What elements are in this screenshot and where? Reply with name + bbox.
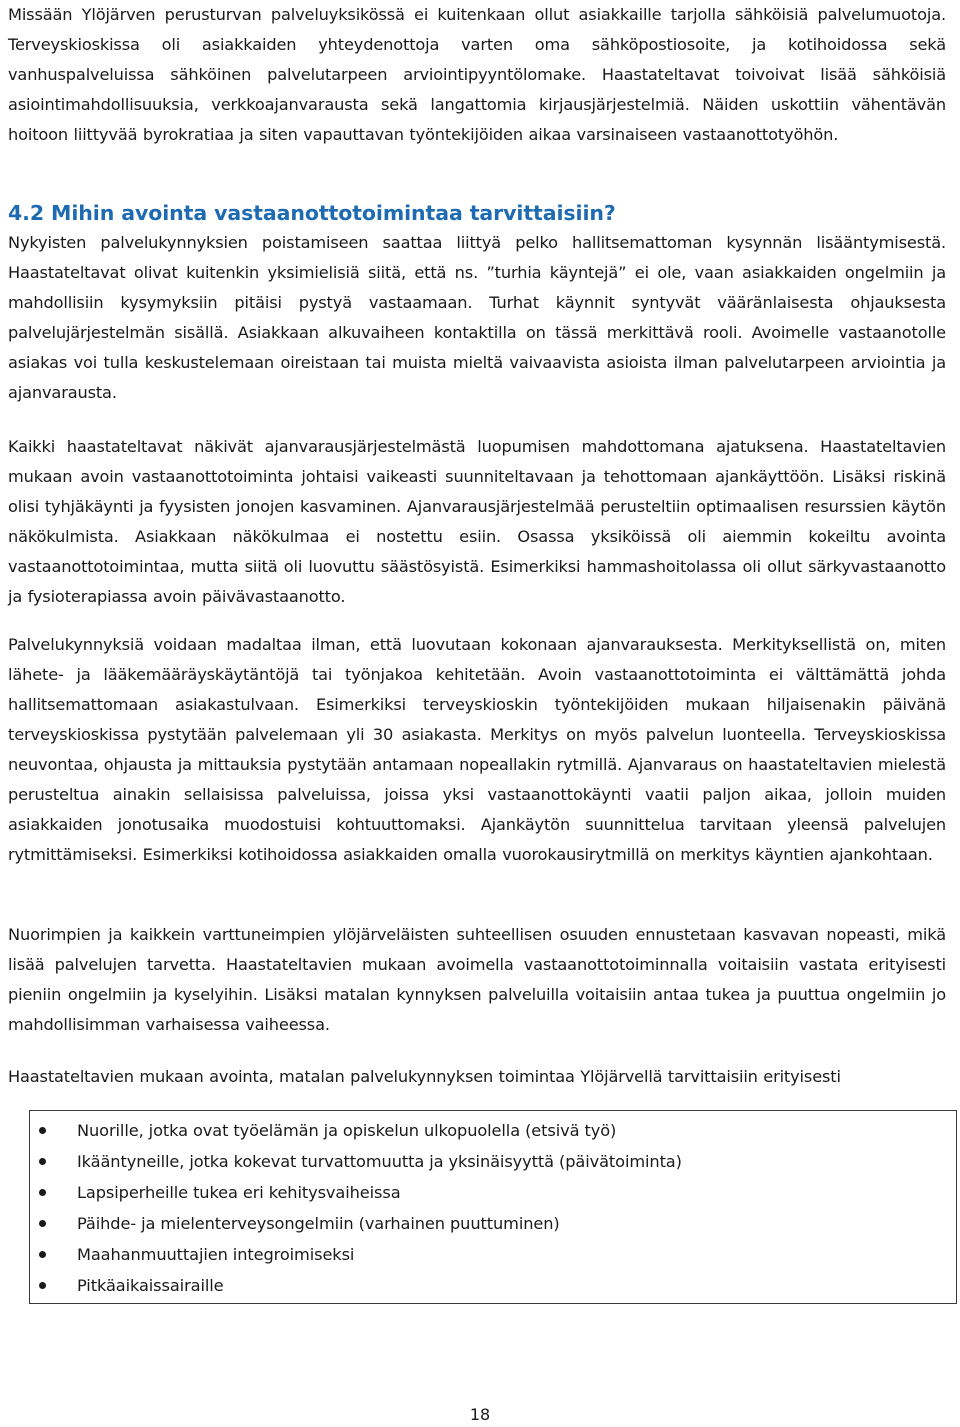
target-groups-box	[29, 1110, 957, 1304]
list-item-label: Nuorille, jotka ovat työelämän ja opiskelun ulkopuolella (etsivä työ)	[77, 1121, 617, 1140]
list-item	[30, 1208, 956, 1239]
list-item-label: Lapsiperheille tukea eri kehitysvaiheissa	[77, 1183, 401, 1202]
list-item	[30, 1270, 956, 1301]
bullet-icon	[39, 1189, 46, 1196]
section-heading: 4.2 Mihin avointa vastaanottotoimintaa tarvittaisiin?	[8, 201, 616, 225]
list-item	[30, 1239, 956, 1270]
bullet-icon	[39, 1220, 46, 1227]
bullet-icon	[39, 1127, 46, 1134]
target-groups-list	[30, 1115, 956, 1301]
list-item-label: Päihde- ja mielenterveysongelmiin (varhainen puuttuminen)	[77, 1214, 560, 1233]
list-item	[30, 1177, 956, 1208]
bullet-icon	[39, 1282, 46, 1289]
paragraph-electronic-services: Missään Ylöjärven perusturvan palveluyksikössä ei kuitenkaan ollut asiakkaille tarjolla sähköisiä palvelumuotoja. Terveyskioskissa oli asiakkaiden yhteydenottoja varten oma sähköpostiosoite, ja kotihoidossa sekä vanhuspalveluissa sähköinen palvelutarpeen arviointipyyntölomake. Haastateltavat toivoivat lisää sähköisiä asiointimahdollisuuksia, verkkoajanvarausta sekä langattomia kirjausjärjestelmiä. Näiden uskottiin vähentävän hoitoon liittyvää byrokratiaa ja siten vapauttavan työntekijöiden aikaa varsinaiseen vastaanottotyöhön.	[8, 5, 946, 144]
bullet-icon	[39, 1158, 46, 1165]
list-item-label: Ikääntyneille, jotka kokevat turvattomuutta ja yksinäisyyttä (päivätoiminta)	[77, 1152, 682, 1171]
page-number: 18	[469, 1405, 491, 1424]
paragraph-list-intro: Haastateltavien mukaan avointa, matalan palvelukynnyksen toimintaa Ylöjärvellä tarvittaisiin erityisesti	[8, 1067, 841, 1086]
list-item-label: Pitkäaikaissairaille	[77, 1276, 224, 1295]
paragraph-demand-fear: Nykyisten palvelukynnyksien poistamiseen saattaa liittyä pelko hallitsemattoman kysynnän lisääntymisestä. Haastateltavat olivat kuitenkin yksimielisiä siitä, että ns. ”turhia käyntejä” ei ole, vaan asiakkaiden ongelmiin ja mahdollisiin kysymyksiin pitäisi pystyä vastaamaan. Turhat käynnit syntyvät vääränlaisesta ohjauksesta palvelujärjestelmän sisällä. Asiakkaan alkuvaiheen kontaktilla on tässä merkittävä rooli. Avoimelle vastaanotolle asiakas voi tulla keskustelemaan oireistaan tai muista mieltä vaivaavista asioista ilman palvelutarpeen arviointia ja ajanvarausta.	[8, 233, 946, 402]
paragraph-service-thresholds: Palvelukynnyksiä voidaan madaltaa ilman, että luovutaan kokonaan ajanvarauksesta. Merkityksellistä on, miten lähete- ja lääkemääräyskäytäntöjä tai työnjakoa kehitetään. Avoin vastaanottotoiminta ei välttämättä johda hallitsemattomaan asiakastulvaan. Esimerkiksi terveyskioskin työntekijöiden mukaan hiljaisenakin päivänä terveyskioskissa pystytään palvelemaan yli 30 asiakasta. Merkitys on myös palvelun luonteella. Terveyskioskissa neuvontaa, ohjausta ja mittauksia pystytään antamaan nopeallakin rytmillä. Ajanvaraus on haastateltavien mielestä perusteltua ainakin sellaisissa palveluissa, joissa yksi vastaanottokäynti vaatii paljon aikaa, jolloin muiden asiakkaiden jonotusaika muodostuisi kohtuuttomaksi. Ajankäytön suunnittelua tarvitaan yleensä palvelujen rytmittämiseksi. Esimerkiksi kotihoidossa asiakkaiden omalla vuorokausirytmillä on merkitys käyntien ajankohtaan.	[8, 635, 946, 864]
list-item	[30, 1146, 956, 1177]
bullet-icon	[39, 1251, 46, 1258]
paragraph-population-forecast: Nuorimpien ja kaikkein varttuneimpien ylöjärveläisten suhteellisen osuuden ennustetaan kasvavan nopeasti, mikä lisää palvelujen tarvetta. Haastateltavien mukaan avoimella vastaanottotoiminnalla voitaisiin vastata erityisesti pieniin ongelmiin ja kyselyihin. Lisäksi matalan kynnyksen palveluilla voitaisiin antaa tukea ja puuttua ongelmiin jo mahdollisimman varhaisessa vaiheessa.	[8, 925, 946, 1034]
list-item-label: Maahanmuuttajien integroimiseksi	[77, 1245, 355, 1264]
paragraph-appointment-system: Kaikki haastateltavat näkivät ajanvarausjärjestelmästä luopumisen mahdottomana ajatuksena. Haastateltavien mukaan avoin vastaanottotoiminta johtaisi vaikeasti suunniteltavaan ja tehottomaan ajankäyttöön. Lisäksi riskinä olisi tyhjäkäynti ja fyysisten jonojen kasvaminen. Ajanvarausjärjestelmää perusteltiin optimaalisen resurssien käytön näkökulmista. Asiakkaan näkökulmaa ei nostettu esiin. Osassa yksiköissä oli aiemmin kokeiltu avointa vastaanottotoimintaa, mutta siitä oli luovuttu säästösyistä. Esimerkiksi hammashoitolassa oli ollut särkyvastaanotto ja fysioterapiassa avoin päivävastaanotto.	[8, 437, 946, 606]
list-item	[30, 1115, 956, 1146]
